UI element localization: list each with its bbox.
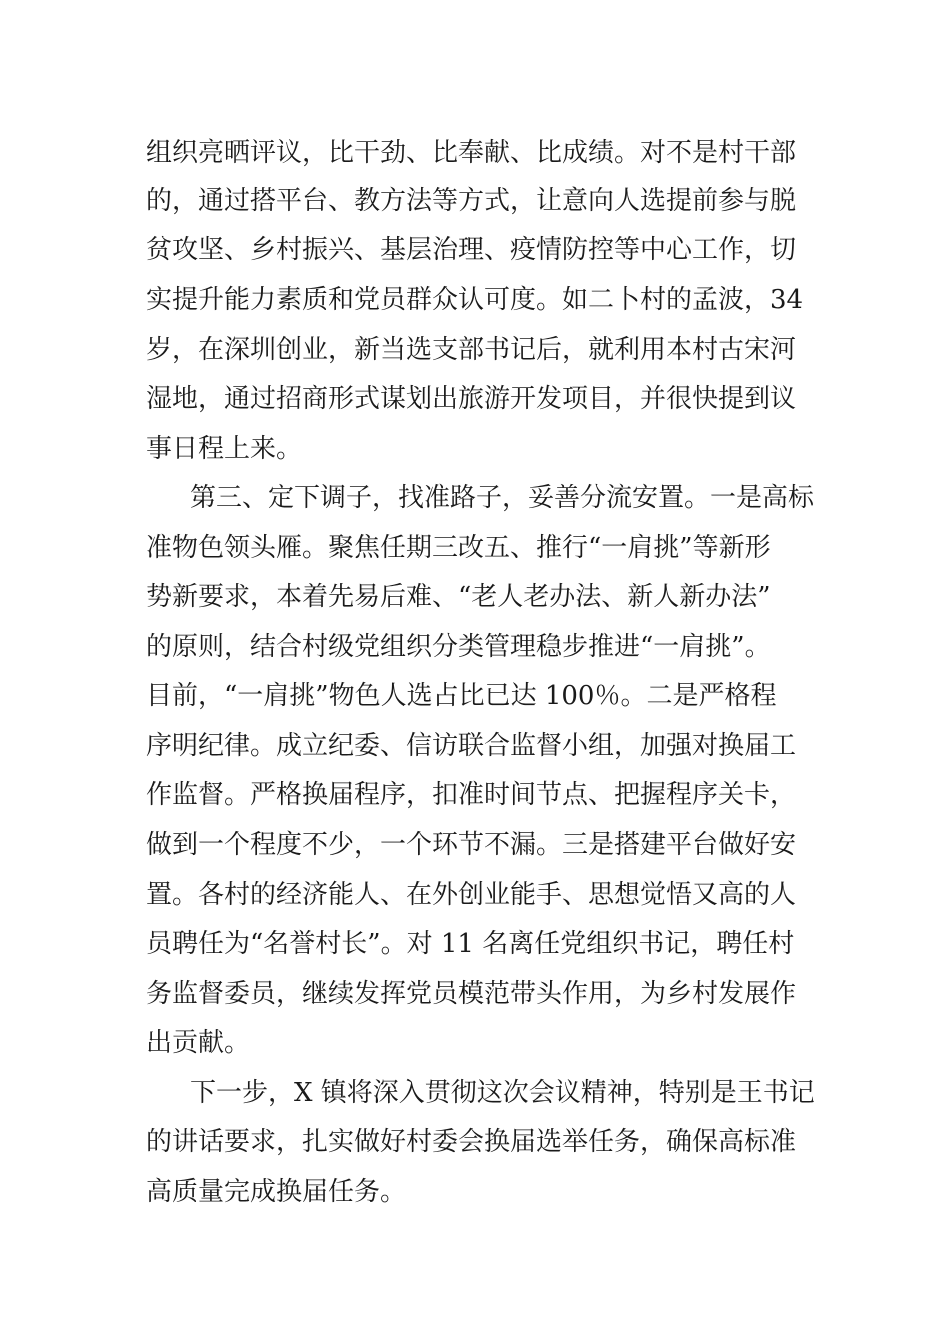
text-line: 下一步，X 镇将深入贯彻这次会议精神，特别是王书记: [190, 1078, 815, 1108]
text-line: 贫攻坚、乡村振兴、基层治理、疫情防控等中心工作，切: [146, 235, 797, 265]
text-line: 置。各村的经济能人、在外创业能手、思想觉悟又高的人: [146, 880, 797, 910]
text-line: 势新要求，本着先易后难、“老人老办法、新人新办法”: [146, 582, 771, 612]
text-line: 做到一个程度不少，一个环节不漏。三是搭建平台做好安: [146, 830, 797, 860]
text-line: 事日程上来。: [146, 434, 303, 464]
text-line: 湿地，通过招商形式谋划出旅游开发项目，并很快提到议: [146, 384, 797, 414]
text-line: 准物色领头雁。聚焦任期三改五、推行“一肩挑”等新形: [146, 533, 771, 563]
text-line: 目前，“一肩挑”物色人选占比已达 100％。二是严格程: [146, 681, 777, 711]
text-line: 务监督委员，继续发挥党员模范带头作用，为乡村发展作: [146, 979, 797, 1009]
text-line: 高质量完成换届任务。: [146, 1177, 407, 1207]
text-line: 序明纪律。成立纪委、信访联合监督小组，加强对换届工: [146, 731, 797, 761]
text-line: 作监督。严格换届程序，扣准时间节点、把握程序关卡，: [146, 780, 797, 810]
text-line: 实提升能力素质和党员群众认可度。如二卜村的孟波，34: [146, 285, 804, 315]
text-line: 的讲话要求，扎实做好村委会换届选举任务，确保高标准: [146, 1127, 797, 1157]
text-line: 的，通过搭平台、教方法等方式，让意向人选提前参与脱: [146, 186, 797, 216]
text-line: 的原则，结合村级党组织分类管理稳步推进“一肩挑”。: [146, 632, 771, 662]
text-line: 出贡献。: [146, 1028, 251, 1058]
text-line: 员聘任为“名誉村长”。对 11 名离任党组织书记，聘任村: [146, 929, 795, 959]
text-line: 组织亮晒评议，比干劲、比奉献、比成绩。对不是村干部: [146, 138, 797, 168]
text-line: 岁，在深圳创业，新当选支部书记后，就利用本村古宋河: [146, 335, 797, 365]
text-line: 第三、定下调子，找准路子，妥善分流安置。一是高标: [190, 483, 815, 513]
